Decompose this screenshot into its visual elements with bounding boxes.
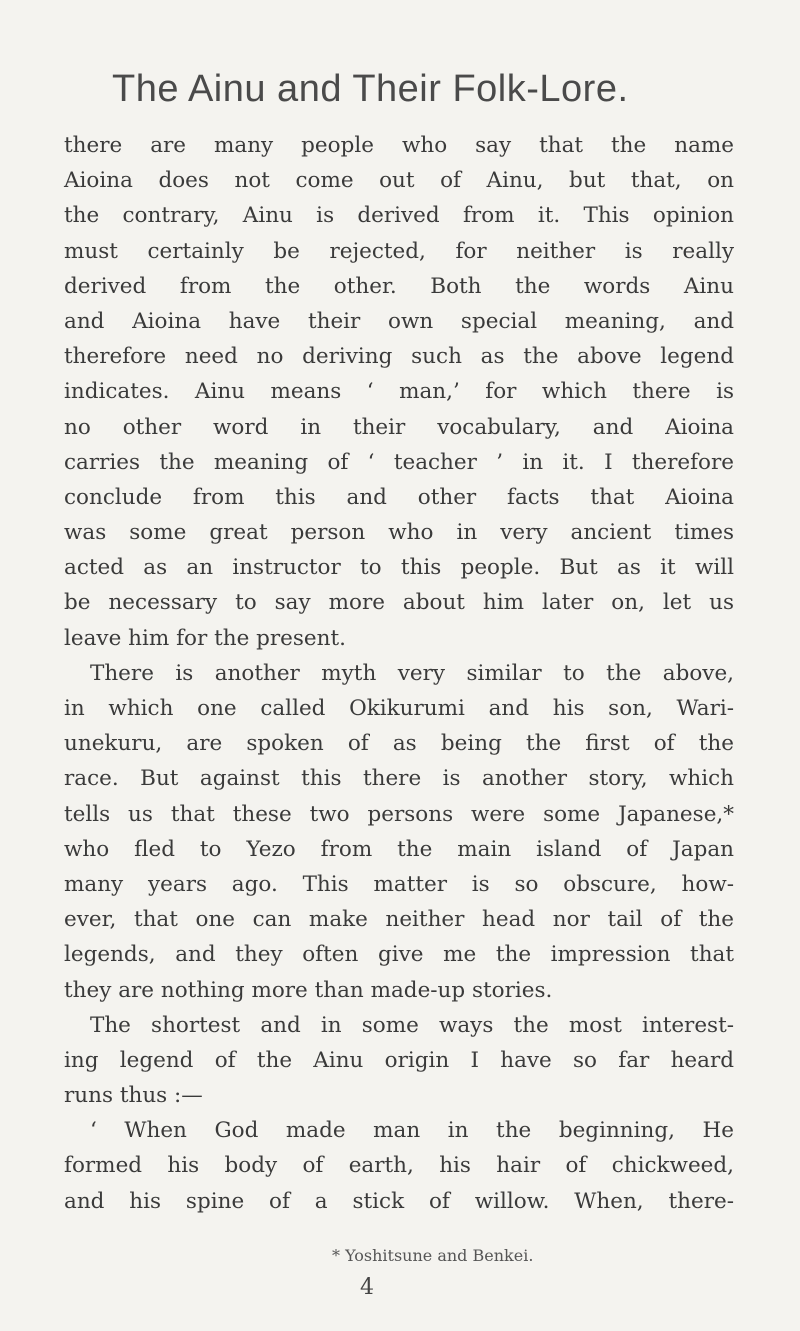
- text-line: unekuru, are spoken of as being the first of the: [64, 731, 734, 757]
- text-line: tells us that these two persons were some Japanese,*: [64, 801, 734, 827]
- paragraph-start-line: There is another myth very similar to the above,: [90, 660, 734, 686]
- text-line: leave him for the present.: [64, 625, 346, 651]
- running-head: The Ainu and Their Folk-Lore.: [112, 68, 629, 110]
- page-number: 4: [360, 1275, 374, 1300]
- text-line: in which one called Okikurumi and his son, Wari-: [64, 696, 734, 721]
- text-line: Aioina does not come out of Ainu, but that, on: [64, 168, 734, 194]
- text-line: indicates. Ainu means ‘ man,’ for which there is: [64, 379, 734, 405]
- text-line: the contrary, Ainu is derived from it. This opinion: [64, 203, 734, 229]
- text-line: there are many people who say that the name: [64, 133, 734, 158]
- quote-start-line: ‘ When God made man in the beginning, He: [90, 1118, 734, 1144]
- text-line: was some great person who in very ancient times: [64, 520, 734, 546]
- text-line: and Aioina have their own special meaning, and: [64, 308, 734, 334]
- text-line: acted as an instructor to this people. But as it will: [64, 555, 734, 581]
- footnote: * Yoshitsune and Benkei.: [332, 1246, 534, 1265]
- text-line: runs thus :—: [64, 1083, 203, 1109]
- text-line: carries the meaning of ‘ teacher ’ in it. I therefore: [64, 449, 734, 475]
- text-line: race. But against this there is another story, which: [64, 766, 734, 792]
- text-line: derived from the other. Both the words Ainu: [64, 273, 734, 299]
- text-line: therefore need no deriving such as the above legend: [64, 344, 734, 370]
- text-line: formed his body of earth, his hair of chickweed,: [64, 1153, 734, 1179]
- text-line: they are nothing more than made-up stories.: [64, 977, 553, 1003]
- body-text: [64, 128, 734, 1219]
- text-line: who fled to Yezo from the main island of Japan: [64, 836, 734, 862]
- text-line: conclude from this and other facts that Aioina: [64, 484, 734, 510]
- text-line: must certainly be rejected, for neither is really: [64, 238, 734, 264]
- paragraph-start-line: The shortest and in some ways the most interest-: [90, 1012, 734, 1038]
- text-line: be necessary to say more about him later on, let us: [64, 590, 734, 616]
- text-line: legends, and they often give me the impression that: [64, 942, 734, 968]
- text-line: many years ago. This matter is so obscure, how-: [64, 871, 734, 897]
- text-line: no other word in their vocabulary, and Aioina: [64, 414, 734, 440]
- text-line: ever, that one can make neither head nor tail of the: [64, 907, 734, 933]
- text-line: ing legend of the Ainu origin I have so far heard: [64, 1047, 734, 1073]
- text-line: and his spine of a stick of willow. When, there-: [64, 1188, 734, 1214]
